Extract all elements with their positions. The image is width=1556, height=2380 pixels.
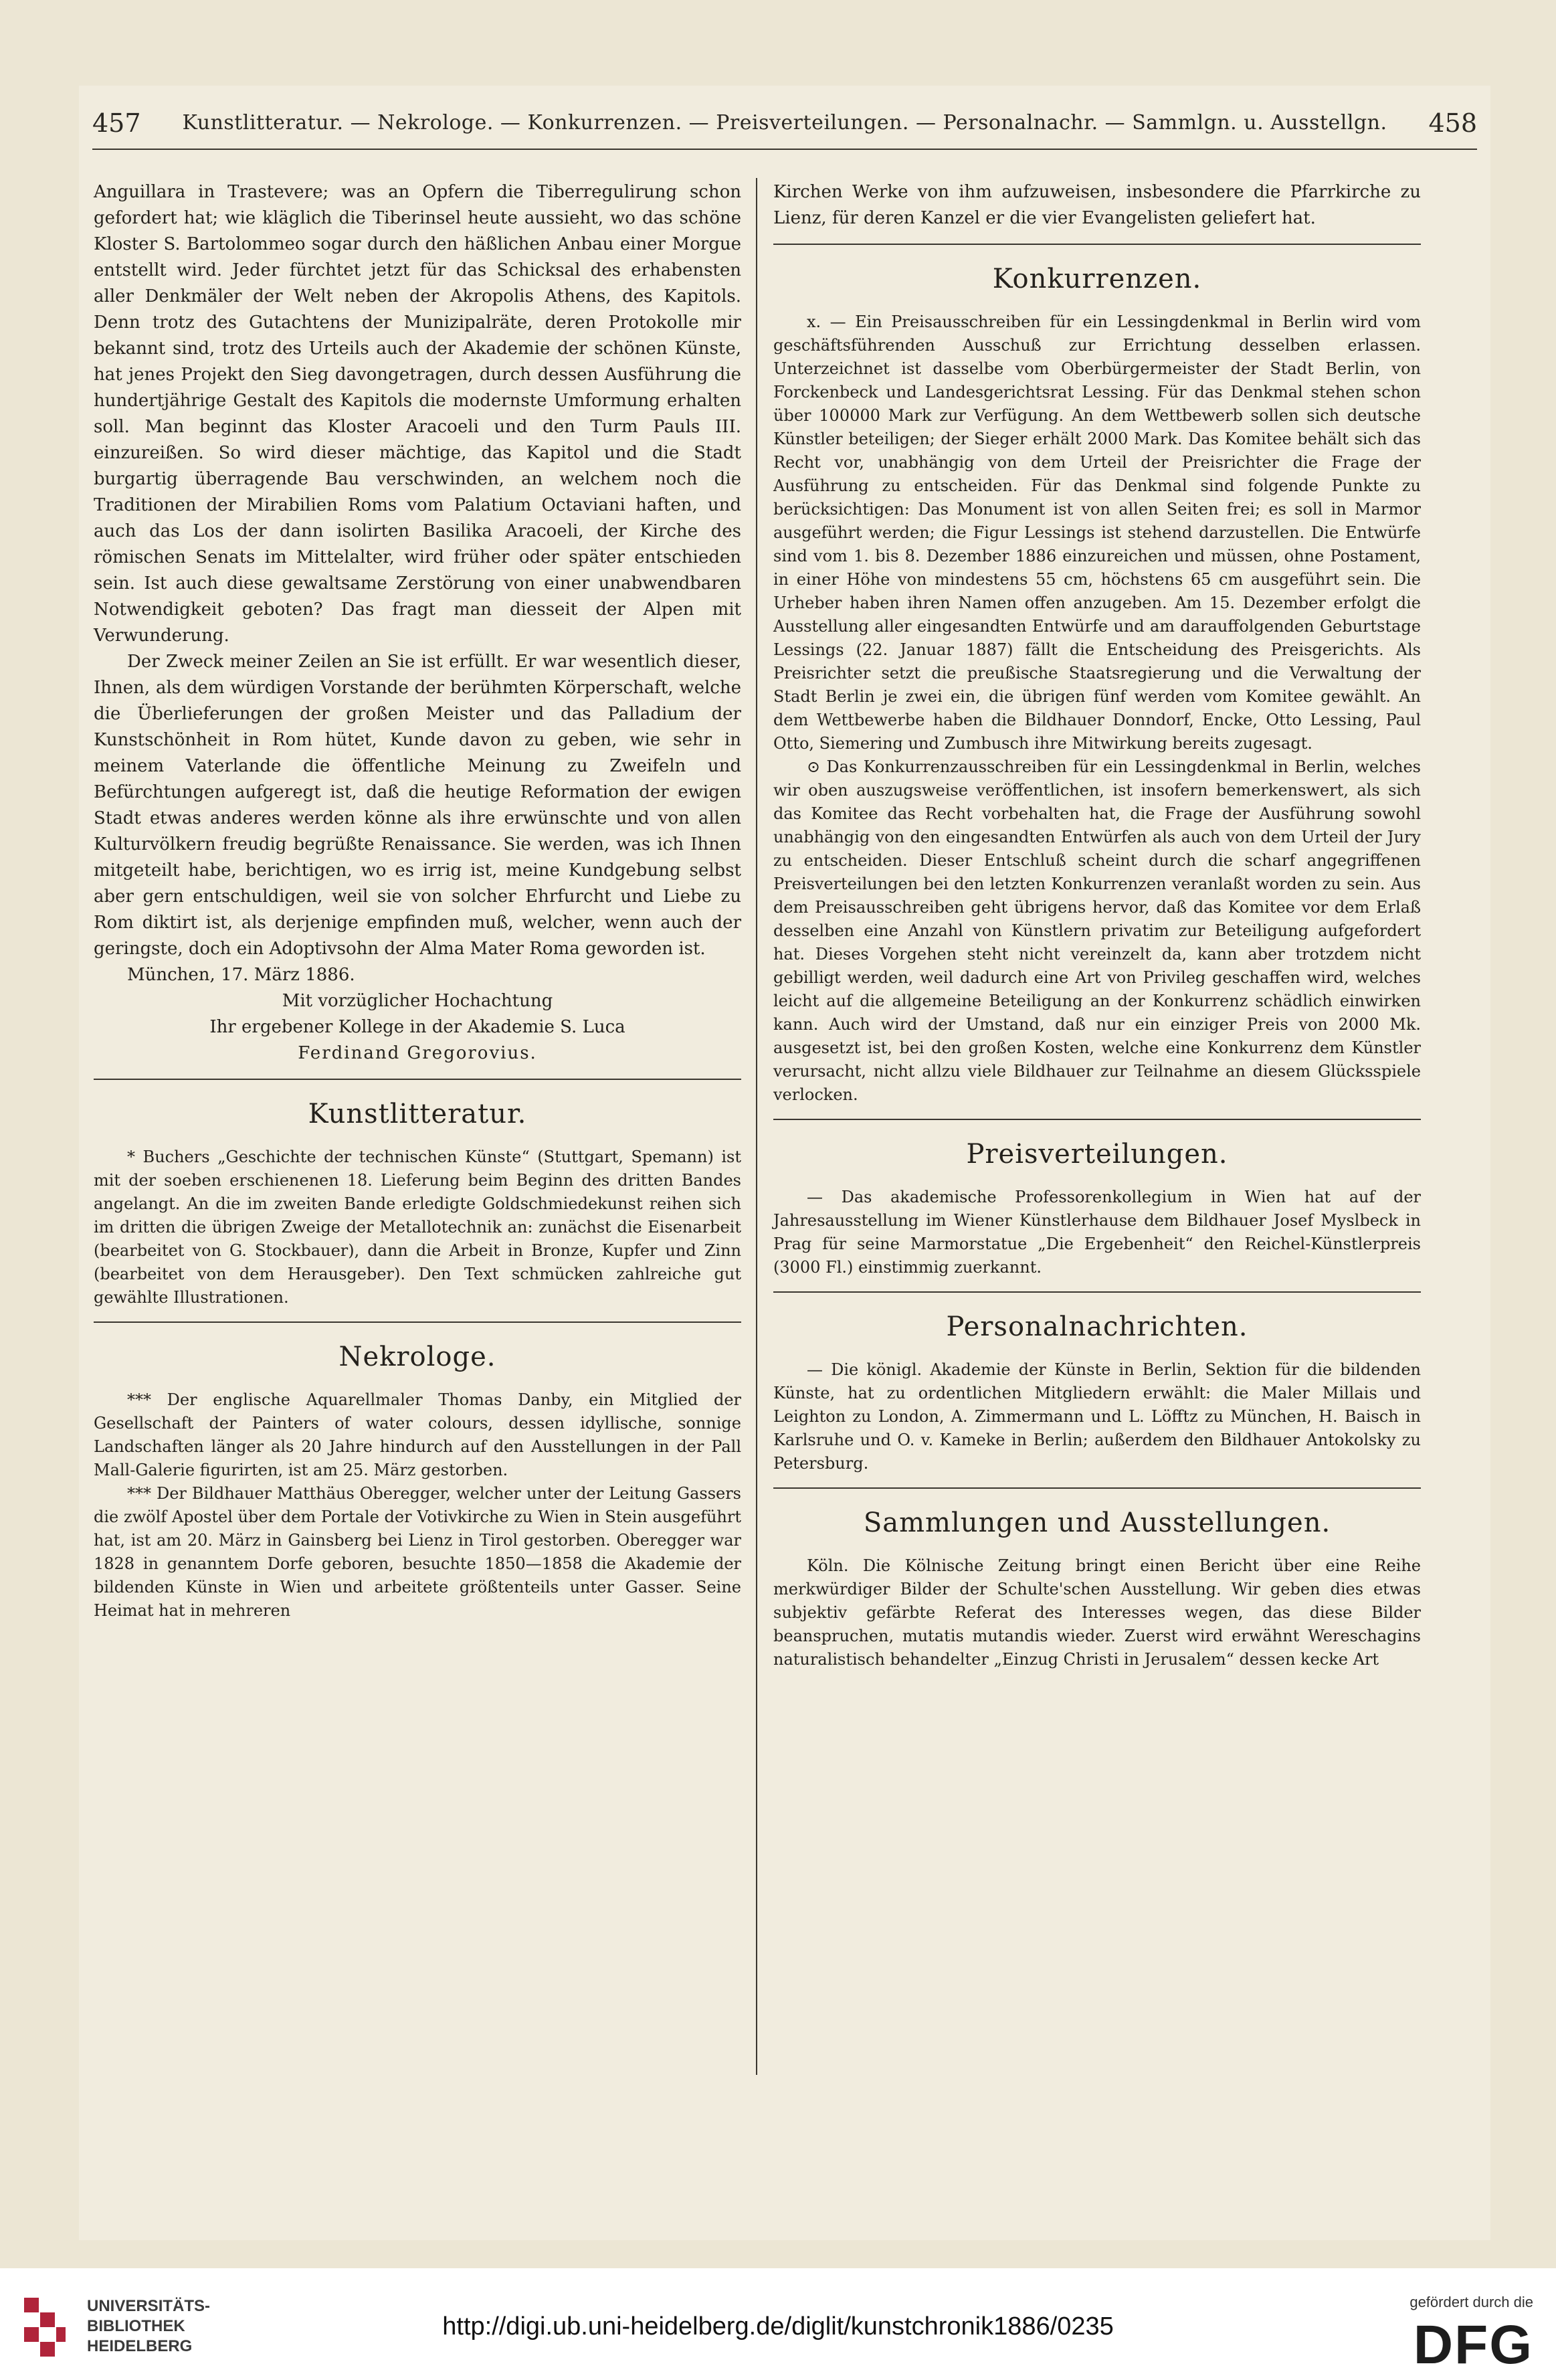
section-rule [94, 1321, 741, 1323]
funded-by-label: gefördert durch die [1409, 2294, 1533, 2310]
sammlungen-text: Köln. Die Kölnische Zeitung bringt einen Bericht über eine Reihe merkwürdiger Bilder der Schulte'schen Ausstellung. Wir geben dies etwas subjektiv gefärbte Referat des Interesses wegen, das diese Bilder beanspruchen, mutatis mutandis wieder. Zuerst wird erwähnt Wereschagins naturalistisch behandelter „Einzug Christi in Jerusalem“ dessen kecke Art [773, 1556, 1421, 1669]
section-rule [94, 1079, 741, 1080]
section-rule [773, 1119, 1421, 1120]
running-title: Kunstlitteratur. — Nekrologe. — Konkurrenzen. — Preisverteilungen. — Personalnachr. — Sammlgn. u. Ausstellgn. [182, 111, 1387, 134]
preisverteilung-text: — Das akademische Professorenkollegium in Wien hat auf der Jahresausstellung im Wiener Künstlerhause dem Bildhauer Josef Myslbeck in Prag für seine Marmorstatue „Die Ergebenheit“ den Reichel-Künstlerpreis (3000 Fl.) einstimmig zuerkannt. [773, 1188, 1421, 1277]
right-column [773, 179, 1421, 1671]
digitization-footer [0, 2268, 1556, 2380]
column-divider [756, 178, 757, 2075]
page-number-left: 457 [92, 108, 141, 138]
dfg-logo: DFG [1413, 2314, 1533, 2375]
section-rule [773, 1487, 1421, 1489]
personalnachricht-text: — Die königl. Akademie der Künste in Berlin, Sektion für die bildenden Künste, hat zu ordentlichen Mitgliedern erwählt: die Maler Millais und Leighton zu London, A. Zimmermann und L. Löfftz zu München, H. Baisch in Karlsruhe und O. v. Kameke in Berlin; außerdem den Bildhauer Antokolsky zu Petersburg. [773, 1360, 1421, 1473]
section-heading-konkurrenzen: Konkurrenzen. [992, 264, 1202, 294]
section-heading-nekrologe: Nekrologe. [338, 1342, 496, 1372]
library-name-line-3: HEIDELBERG [87, 2337, 193, 2355]
section-heading-kunstlitteratur: Kunstlitteratur. [308, 1099, 527, 1129]
letter-closing: Ihr ergebener Kollege in der Akademie S. Luca [209, 1017, 625, 1037]
section-rule [773, 1291, 1421, 1293]
library-name-line-1: UNIVERSITÄTS- [87, 2297, 211, 2315]
page-number-right: 458 [1428, 108, 1477, 138]
letter-paragraph-2: Der Zweck meiner Zeilen an Sie ist erfüllt. Er war wesentlich dieser, Ihnen, als dem würdigen Vorstande der berühmten Körperschaft, welche die Überlieferungen der großen Meister und das Palladium der Kunstschönheit in Rom hütet, Kunde davon zu geben, wie sehr in meinem Vaterlande die öffentliche Meinung zu Zweifeln und Befürchtungen aufgeregt ist, daß die heutige Reformation der ewigen Stadt etwas anderes werden könne als ihre erwünschte und von allen Kulturvölkern freudig begrüßte Renaissance. Sie werden, was ich Ihnen mitgeteilt habe, berichtigen, wo es irrig ist, meine Kundgebung selbst aber gern entschuldigen, weil sie von solcher Ehrfurcht und Liebe zu Rom diktirt ist, als derjenige empfinden muß, welcher, wenn auch der geringste, doch ein Adoptivsohn der Alma Mater Roma geworden ist. [94, 652, 741, 959]
nekrolog-continued: Kirchen Werke von ihm aufzuweisen, insbesondere die Pfarrkirche zu Lienz, für deren Kanzel er die vier Evangelisten geliefert hat. [773, 182, 1421, 228]
kunstlitteratur-text: * Buchers „Geschichte der technischen Künste“ (Stuttgart, Spemann) ist mit der soeben erschienenen 18. Lieferung beim Beginn des dritten Bandes angelangt. An die im zweiten Bande erledigte Goldschmiedekunst reihen sich im dritten die übrigen Zweige der Metallotechnik an: zunächst die Eisenarbeit (bearbeitet von G. Stockbauer), dann die Arbeit in Bronze, Kupfer und Zinn (bearbeitet von dem Herausgeber). Den Text schmücken zahlreiche gut gewählte Illustrationen. [94, 1148, 741, 1307]
source-url-link[interactable]: http://digi.ub.uni-heidelberg.de/diglit/kunstchronik1886/0235 [442, 2312, 1114, 2341]
left-column [94, 179, 741, 1623]
running-header [92, 103, 1477, 143]
letter-date: München, 17. März 1886. [127, 965, 355, 985]
letter-signature: Ferdinand Gregorovius. [298, 1043, 537, 1063]
konkurrenz-lessingdenkmal: x. — Ein Preisausschreiben für ein Lessingdenkmal in Berlin wird vom geschäftsführenden Ausschuß zur Errichtung desselben erlassen. Unterzeichnet ist dasselbe vom Oberbürgermeister der Stadt Berlin, von Forckenbeck und Landesgerichtsrat Lessing. Für das Denkmal stehen schon über 100000 Mark zur Verfügung. An dem Wettbewerb sollen sich deutsche Künstler beteiligen; der Sieger erhält 2000 Mark. Das Komitee behält sich das Recht vor, unabhängig von dem Urteil der Preisrichter die Frage der Ausführung zu entscheiden. Für das Denkmal sind folgende Punkte zu berücksichtigen: Das Monument ist von allen Seiten frei; es soll in Marmor ausgeführt werden; die Figur Lessings ist stehend darzustellen. Die Entwürfe sind vom 1. bis 8. Dezember 1886 einzureichen und müssen, ohne Postament, in einer Höhe von mindestens 55 cm, höchstens 65 cm ausgeführt sein. Die Urheber haben ihren Namen offen anzugeben. Am 15. Dezember erfolgt die Ausstellung aller eingesandten Entwürfe und am darauffolgenden Geburtstage Lessings (22. Januar 1887) fällt die Entscheidung des Preisgerichts. Als Preisrichter setzt die preußische Staatsregierung und die Verwaltung der Stadt Berlin je zwei ein, die übrigen fünf werden vom Komitee gewählt. An dem Wettbewerbe haben die Bildhauer Donndorf, Encke, Otto Lessing, Paul Otto, Siemering und Zumbusch ihre Mitwirkung bereits zugesagt. [773, 312, 1421, 753]
library-name-line-2: BIBLIOTHEK [87, 2317, 185, 2335]
letter-greeting: Mit vorzüglicher Hochachtung [282, 991, 553, 1011]
nekrolog-oberegger: *** Der Bildhauer Matthäus Oberegger, welcher unter der Leitung Gassers die zwölf Apostel über dem Portale der Votivkirche zu Wien in Stein ausgeführt hat, ist am 20. März in Gainsberg bei Lienz in Tirol gestorben. Oberegger war 1828 in genanntem Dorfe geboren, besuchte 1850—1858 die Akademie der bildenden Künste in Wien und arbeitete größtenteils unter Gasser. Seine Heimat hat in mehreren [94, 1484, 741, 1620]
header-rule [92, 149, 1477, 150]
nekrolog-danby: *** Der englische Aquarellmaler Thomas Danby, ein Mitglied der Gesellschaft der Painters of water colours, dessen idyllische, sonnige Landschaften länger als 20 Jahre hindurch auf den Ausstellungen in der Pall Mall-Galerie figurirten, ist am 25. März gestorben. [94, 1390, 741, 1479]
letter-paragraph-1: Anguillara in Trastevere; was an Opfern die Tiberregulirung schon gefordert hat; wie kläglich die Tiberinsel heute aussieht, wo das schöne Kloster S. Bartolommeo sogar durch den häßlichen Anbau einer Morgue entstellt wird. Jeder fürchtet jetzt für das Schicksal des erhabensten aller Denkmäler der Welt neben der Akropolis Athens, des Kapitols. Denn trotz des Gutachtens der Munizipalräte, deren Protokolle mir bekannt sind, trotz des Urteils auch der Akademie der schönen Künste, hat jenes Projekt den Sieg davongetragen, durch dessen Ausführung die hundertjährige Gestalt des Kapitols die modernste Umformung erhalten soll. Man beginnt das Kloster Aracoeli und den Turm Pauls III. einzureißen. So wird dieser mächtige, das Kapitol und die Stadt burgartig überragende Bau verschwinden, an welchem noch die Traditionen der Mirabilien Roms vom Palatium Octaviani haften, und auch das Los der dann isolirten Basilika Aracoeli, der Kirche des römischen Senats im Mittelalter, wird früher oder später entschieden sein. Ist auch diese gewaltsame Zerstörung von einer unabwendbaren Notwendigkeit geboten? Das fragt man diesseit der Alpen mit Verwunderung. [94, 182, 741, 646]
section-rule [773, 244, 1421, 245]
konkurrenz-kommentar: ⊙ Das Konkurrenzausschreiben für ein Lessingdenkmal in Berlin, welches wir oben auszugsweise veröffentlichen, ist insofern bemerkenswert, als sich das Komitee das Recht vorbehalten hat, die Frage der Ausführung sowohl unabhängig von den eingesandten Entwürfen als auch von dem Urteil der Jury zu entscheiden. Dieser Entschluß scheint durch die scharf angegriffenen Preisverteilungen bei den letzten Konkurrenzen veranlaßt worden zu sein. Aus dem Preisausschreiben geht übrigens hervor, daß das Komitee vor dem Erlaß desselben eine Anzahl von Künstlern privatim zur Beteiligung aufgefordert hat. Dieses Vorgehen steht nicht vereinzelt da, kann aber trotzdem nicht gebilligt werden, weil dadurch eine Art von Privileg geschaffen wird, welches leicht auf die allgemeine Beteiligung an der Konkurrenz schädlich einwirken kann. Auch wird der Umstand, daß nur ein einziger Preis von 2000 Mk. ausgesetzt ist, bei den großen Kosten, welche eine Konkurrenz dem Künstler verursacht, nicht allzu viele Bildhauer zur Teilnahme an diesem Glücksspiele verlocken. [773, 757, 1421, 1104]
section-heading-preisverteilungen: Preisverteilungen. [966, 1139, 1228, 1170]
section-heading-sammlungen: Sammlungen und Ausstellungen. [863, 1507, 1331, 1538]
section-heading-personalnachrichten: Personalnachrichten. [946, 1311, 1248, 1342]
